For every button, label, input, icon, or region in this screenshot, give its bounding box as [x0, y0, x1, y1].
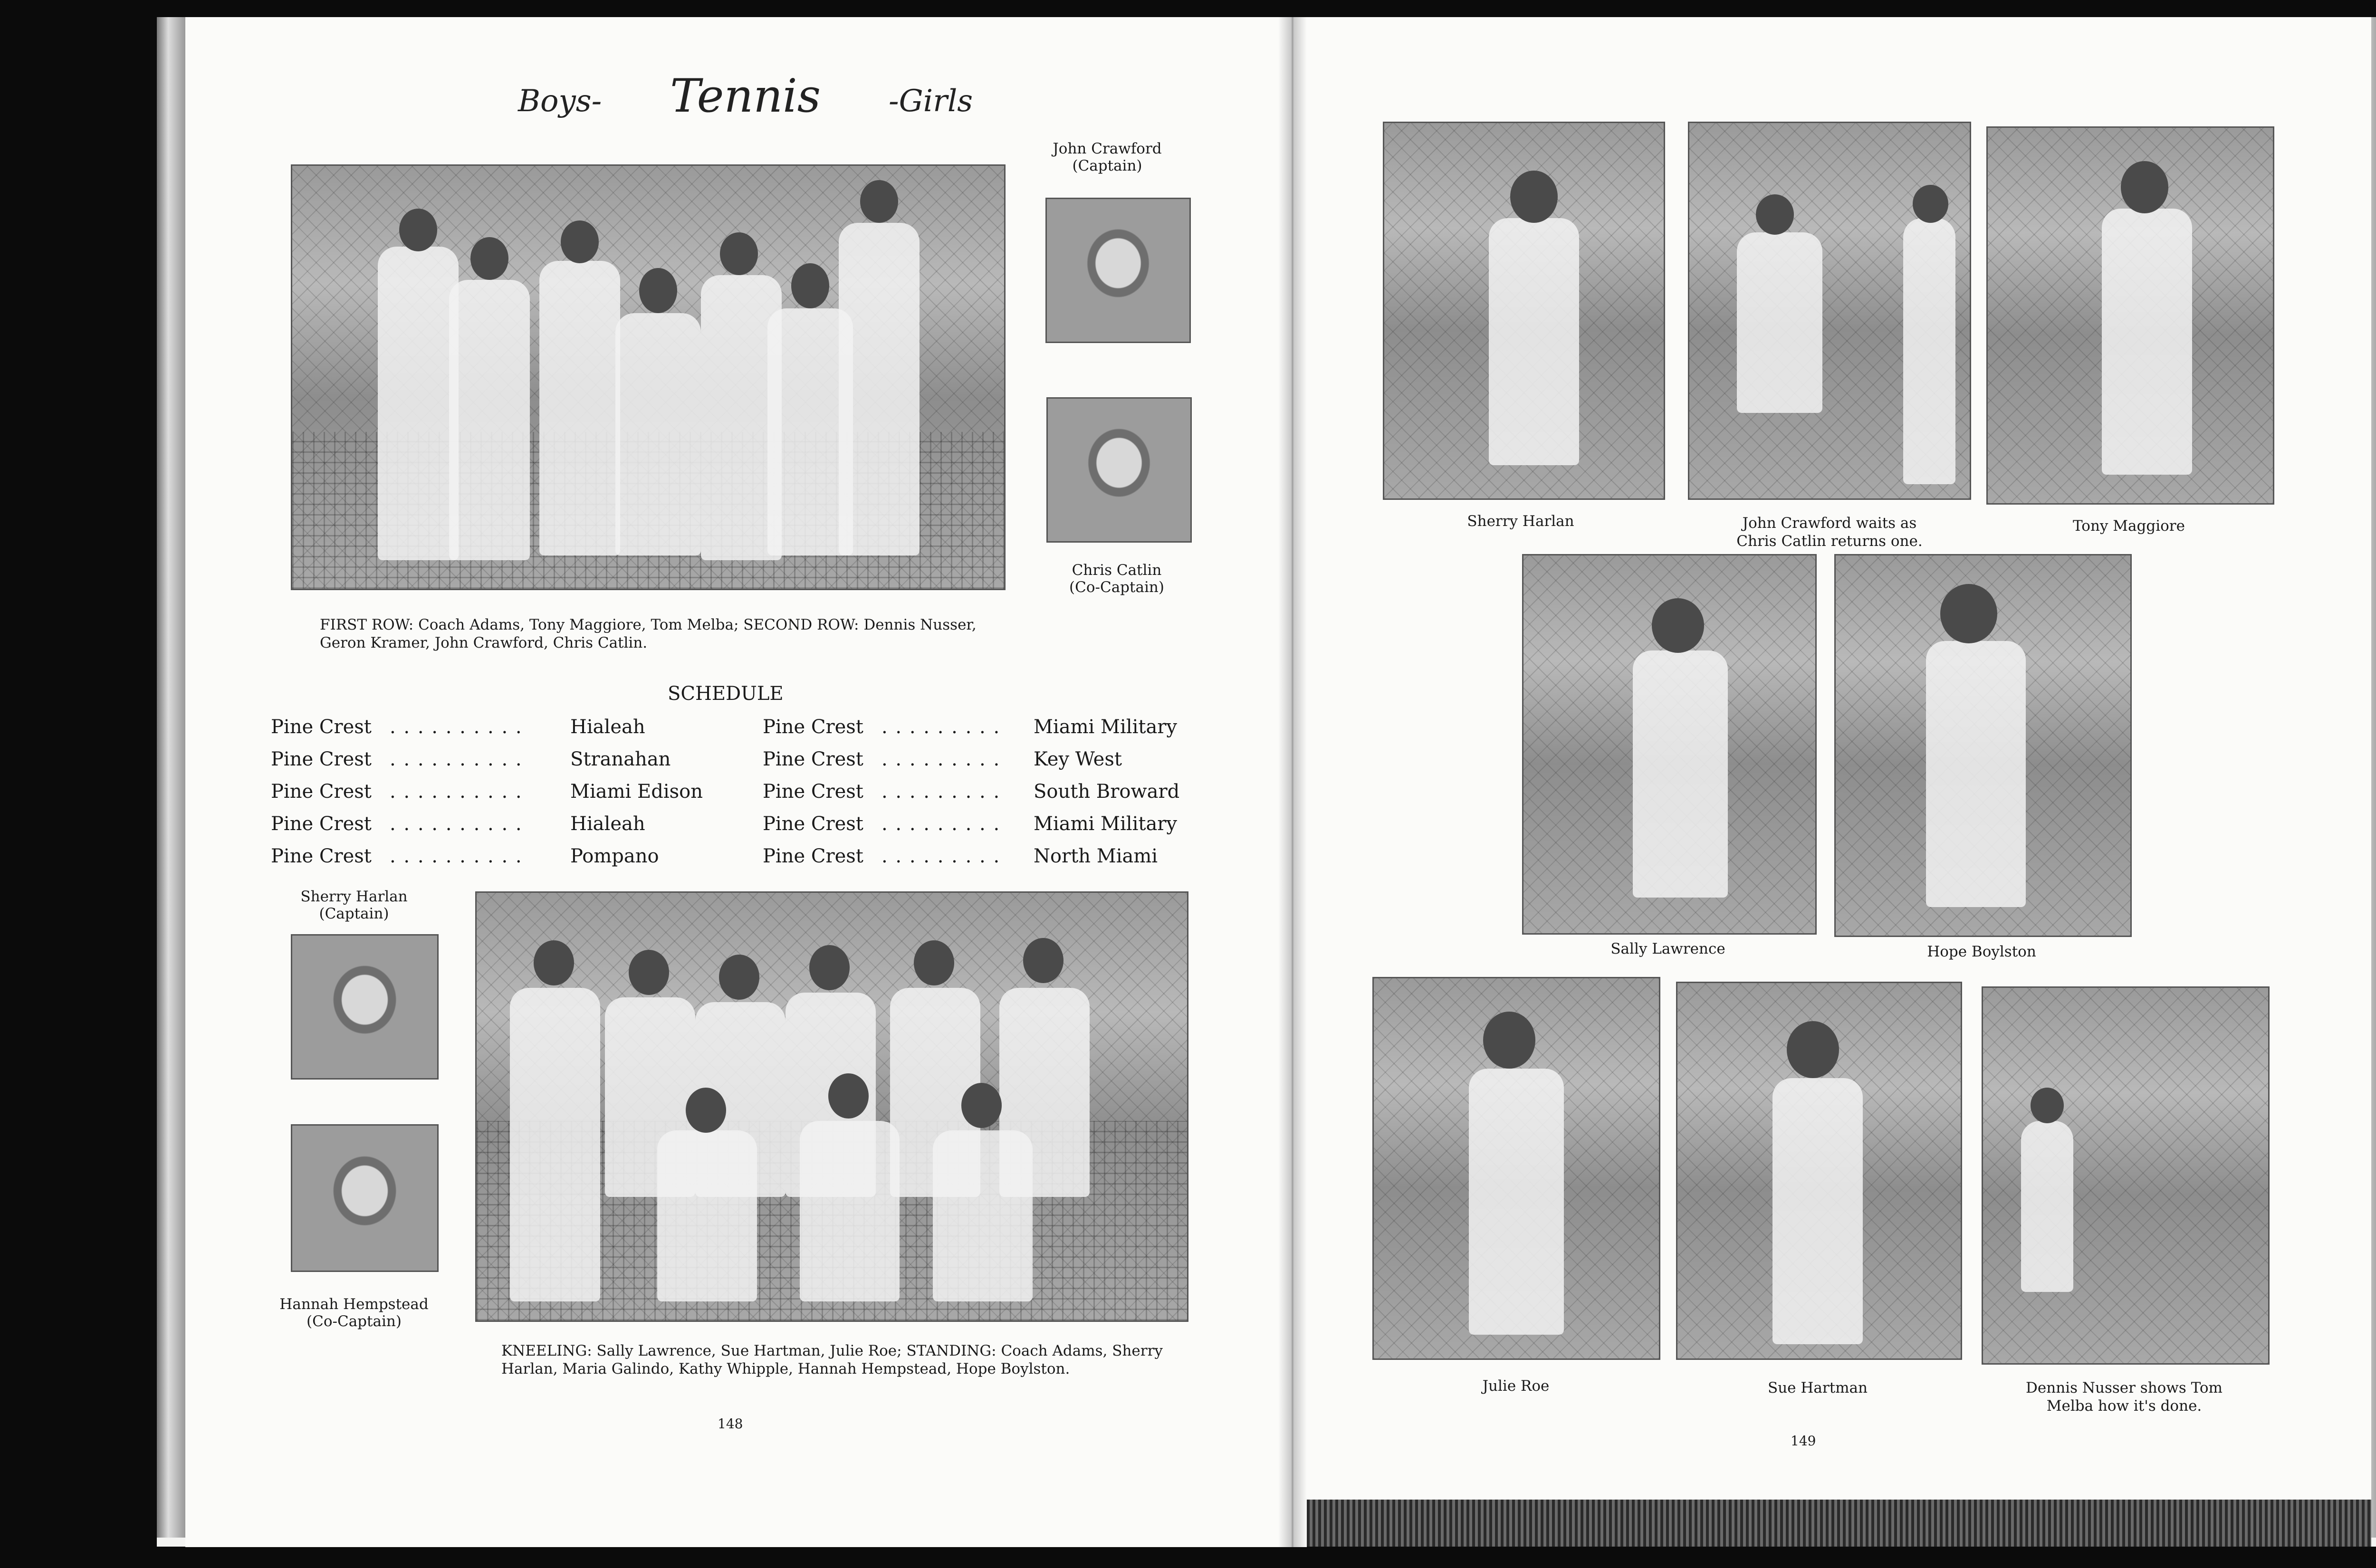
scan-border-left	[0, 0, 157, 1568]
schedule-opponent: Hialeah	[570, 813, 645, 835]
figure-head	[534, 940, 574, 985]
book-edge	[157, 17, 185, 1538]
caption-nusser-melba: Dennis Nusser shows Tom Melba how it's done.	[2026, 1379, 2223, 1415]
schedule-row	[271, 780, 703, 803]
schedule-row	[763, 845, 1158, 868]
figure	[933, 1130, 1033, 1301]
schedule-team: Pine Crest	[271, 813, 372, 835]
figure	[539, 261, 620, 555]
schedule-team: Pine Crest	[271, 845, 372, 867]
schedule-opponent: North Miami	[1034, 845, 1158, 867]
schedule-team: Pine Crest	[271, 781, 372, 803]
schedule-heading: SCHEDULE	[668, 683, 784, 705]
schedule-dots: . . . . . . . . . .	[390, 716, 523, 738]
figure	[839, 223, 920, 555]
figure-head	[828, 1073, 869, 1119]
figure-head	[629, 950, 669, 995]
schedule-team: Pine Crest	[763, 781, 863, 803]
figure-head	[1483, 1012, 1535, 1069]
page-title	[518, 65, 1136, 131]
schedule-row	[763, 813, 1177, 835]
schedule-row	[271, 813, 645, 835]
schedule-row	[271, 845, 659, 868]
boys-team-caption: FIRST ROW: Coach Adams, Tony Maggiore, Tom Melba; SECOND ROW: Dennis Nusser, Geron Kramer, John Crawford, Chris Catlin.	[320, 616, 977, 651]
figure-head	[961, 1083, 1002, 1128]
caption-tony-maggiore: Tony Maggiore	[2073, 517, 2185, 535]
schedule-team: Pine Crest	[271, 748, 372, 770]
boys-cocaptain-photo	[1046, 397, 1192, 543]
figure-head	[720, 232, 758, 275]
figure-head	[561, 220, 599, 263]
caption-crawford-catlin: John Crawford waits as Chris Catlin returns one.	[1736, 515, 1923, 550]
girls-cocaptain-name: Hannah Hempstead	[279, 1296, 429, 1313]
figure-head	[809, 945, 850, 990]
figure-head	[470, 237, 508, 280]
schedule-team: Pine Crest	[763, 813, 863, 835]
schedule-team: Pine Crest	[271, 716, 372, 738]
schedule-opponent: Miami Military	[1034, 813, 1178, 835]
figure-head	[719, 955, 759, 1000]
schedule-team: Pine Crest	[763, 716, 863, 738]
figure	[657, 1130, 757, 1301]
schedule-team: Pine Crest	[763, 748, 863, 770]
figure	[2102, 209, 2192, 475]
schedule-dots: . . . . . . . . . .	[390, 845, 523, 867]
figure-head	[1787, 1021, 1839, 1078]
figure	[2021, 1121, 2073, 1292]
schedule-opponent: Stranahan	[570, 748, 671, 770]
boys-captain-photo	[1045, 198, 1191, 343]
figure	[1489, 218, 1579, 465]
figure	[1903, 218, 1955, 484]
figure	[1737, 232, 1822, 413]
boys-captain-role: (Captain)	[1072, 157, 1142, 174]
figure-head	[639, 268, 677, 313]
figure-head	[1510, 171, 1558, 223]
action-photo-nusser-melba	[1982, 986, 2270, 1365]
figure-head	[1756, 194, 1794, 235]
action-photo-crawford-catlin	[1688, 122, 1971, 500]
schedule-dots: . . . . . . . . .	[881, 781, 1001, 803]
schedule-opponent: South Broward	[1034, 781, 1180, 803]
figure-head	[1940, 584, 1997, 643]
figure	[1772, 1078, 1863, 1344]
action-photo-sally-lawrence	[1522, 554, 1817, 935]
schedule-opponent: Pompano	[570, 845, 659, 867]
figure-head	[791, 263, 829, 308]
schedule-dots: . . . . . . . . . .	[390, 748, 523, 770]
figure	[1633, 650, 1728, 898]
schedule-opponent: Key West	[1034, 748, 1122, 770]
schedule-row	[763, 716, 1177, 738]
figure	[1926, 641, 2026, 907]
schedule-opponent: Miami Military	[1034, 716, 1178, 738]
schedule-opponent: Miami Edison	[570, 781, 703, 803]
schedule-dots: . . . . . . . . .	[881, 813, 1001, 835]
right-page	[1307, 17, 2371, 1500]
caption-sue-hartman: Sue Hartman	[1767, 1379, 1868, 1396]
page-number: 149	[1791, 1433, 1816, 1449]
girls-cocaptain-photo	[291, 1124, 439, 1272]
boys-cocaptain-name: Chris Catlin	[1072, 562, 1162, 579]
girls-captain-role: (Captain)	[319, 905, 389, 922]
figure	[615, 313, 701, 555]
caption-julie-roe: Julie Roe	[1482, 1377, 1550, 1395]
book-edge-right	[2371, 17, 2376, 1538]
schedule-dots: . . . . . . . . .	[881, 748, 1001, 770]
schedule-row	[763, 748, 1122, 771]
schedule-row	[271, 748, 671, 771]
figure	[510, 988, 600, 1301]
schedule-dots: . . . . . . . . .	[881, 716, 1001, 738]
figure-head	[914, 940, 954, 985]
action-photo-julie-roe	[1372, 977, 1660, 1360]
figure	[378, 247, 459, 560]
figure-head	[1652, 598, 1704, 653]
action-photo-hope-boylston	[1834, 554, 2132, 937]
title-boys: Boys-	[518, 84, 602, 119]
figure-head	[686, 1088, 726, 1133]
boys-cocaptain-role: (Co-Captain)	[1069, 579, 1164, 596]
schedule-team: Pine Crest	[763, 845, 863, 867]
figure-head	[1023, 938, 1063, 983]
girls-team-caption: KNEELING: Sally Lawrence, Sue Hartman, Julie Roe; STANDING: Coach Adams, Sherry Harlan, Maria Galindo, Kathy Whipple, Hannah Hempstead, Hope Boylston.	[501, 1342, 1163, 1377]
girls-captain-name: Sherry Harlan	[300, 888, 408, 905]
figure	[449, 280, 530, 560]
caption-sherry-harlan: Sherry Harlan	[1467, 513, 1574, 530]
girls-team-photo	[475, 891, 1188, 1322]
girls-captain-photo	[291, 934, 439, 1080]
scan-border-bottom	[0, 1547, 2376, 1568]
schedule-dots: . . . . . . . . .	[881, 845, 1001, 867]
figure-head	[2031, 1088, 2064, 1123]
page-number: 148	[718, 1416, 743, 1432]
book-gutter	[1278, 17, 1307, 1547]
page-edge-strip	[1307, 1500, 2371, 1547]
figure-head	[860, 180, 898, 223]
title-girls: -Girls	[889, 84, 973, 119]
caption-sally-lawrence: Sally Lawrence	[1610, 940, 1725, 957]
boys-team-photo	[291, 164, 1006, 590]
figure-head	[399, 209, 437, 251]
schedule-dots: . . . . . . . . . .	[390, 813, 523, 835]
action-photo-sue-hartman	[1676, 982, 1962, 1360]
schedule-row	[763, 780, 1179, 803]
figure	[1469, 1069, 1564, 1335]
schedule-opponent: Hialeah	[570, 716, 645, 738]
action-photo-sherry-harlan	[1383, 122, 1665, 500]
left-page	[185, 17, 1278, 1547]
scan-border-top	[0, 0, 2376, 17]
figure	[800, 1121, 900, 1301]
caption-hope-boylston: Hope Boylston	[1927, 943, 2036, 960]
schedule-dots: . . . . . . . . . .	[390, 781, 523, 803]
schedule-row	[271, 716, 645, 738]
boys-captain-name: John Crawford	[1053, 140, 1162, 157]
figure-head	[1913, 185, 1948, 223]
girls-cocaptain-role: (Co-Captain)	[307, 1313, 402, 1330]
figure-head	[2121, 161, 2168, 213]
action-photo-tony-maggiore	[1986, 126, 2274, 505]
title-tennis: Tennis	[670, 69, 821, 123]
